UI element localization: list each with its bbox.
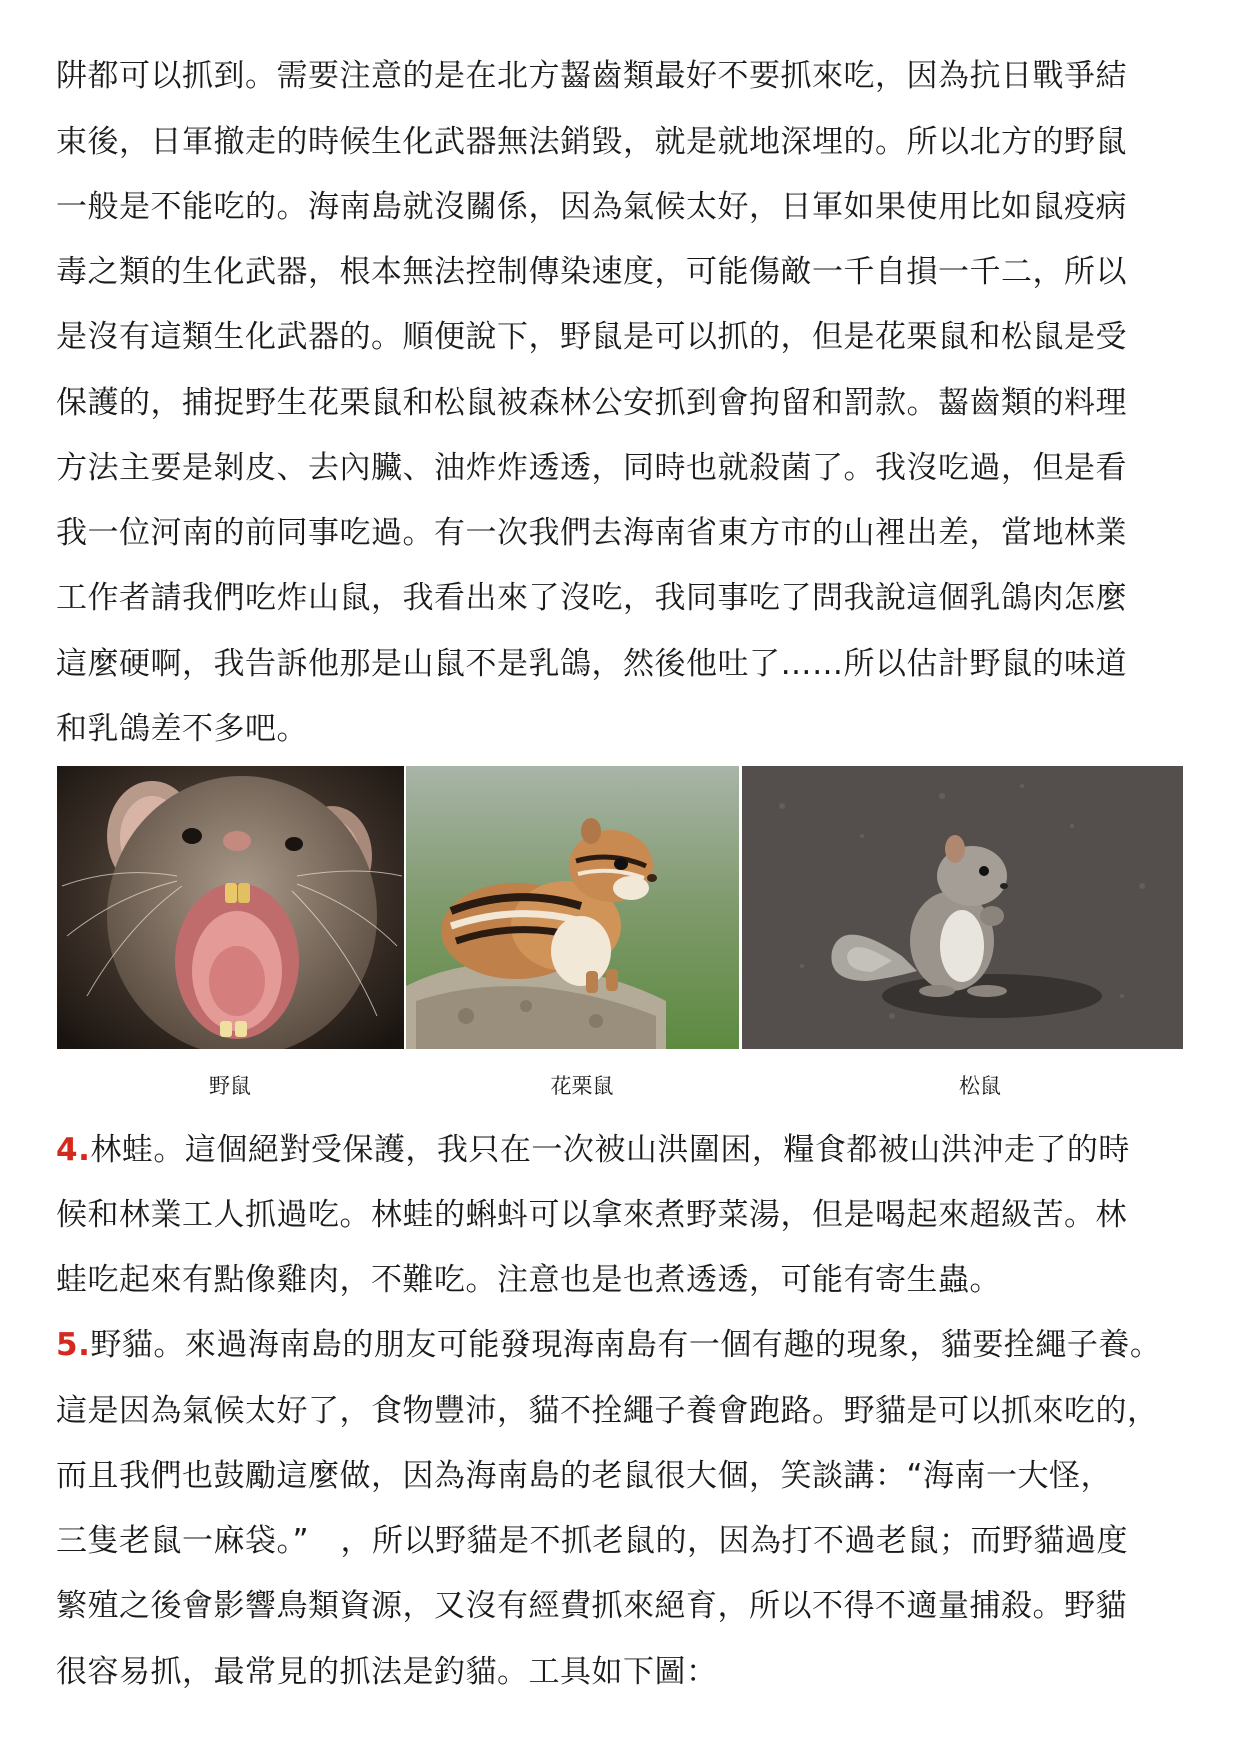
section-4-line: 蛙吃起來有點像雞肉，不難吃。注意也是也煮透透，可能有寄生蟲。 [56, 1262, 1001, 1298]
figure-caption: 松鼠 [959, 1074, 1001, 1098]
paragraph-line: 方法主要是剝皮、去內臟、油炸炸透透，同時也就殺菌了。我沒吃過，但是看 [56, 450, 1127, 486]
paragraph-line: 和乳鴿差不多吧。 [56, 711, 308, 747]
section-text: 林蛙。這個絕對受保護，我只在一次被山洪圍困，糧食都被山洪沖走了的時 [90, 1132, 1130, 1168]
section-number: 5. [56, 1327, 91, 1363]
section-5-line: 而且我們也鼓勵這麼做，因為海南島的老鼠很大個，笑談講：“海南一大怪， [56, 1458, 1113, 1494]
paragraph-line: 束後，日軍撤走的時候生化武器無法銷毀，就是就地深埋的。所以北方的野鼠 [56, 124, 1127, 160]
paragraph-line: 我一位河南的前同事吃過。有一次我們去海南省東方市的山裡出差，當地林業 [56, 515, 1127, 551]
section-4-line: 候和林業工人抓過吃。林蛙的蝌蚪可以拿來煮野菜湯，但是喝起來超級苦。林 [56, 1197, 1127, 1233]
paragraph-line: 保護的，捕捉野生花栗鼠和松鼠被森林公安抓到會拘留和罰款。齧齒類的料理 [56, 385, 1127, 421]
figure-caption: 花栗鼠 [550, 1074, 614, 1098]
section-5-line: 繁殖之後會影響鳥類資源，又沒有經費抓來絕育，所以不得不適量捕殺。野貓 [56, 1588, 1127, 1624]
paragraph-line: 阱都可以抓到。需要注意的是在北方齧齒類最好不要抓來吃，因為抗日戰爭結 [56, 58, 1127, 94]
section-4-line [56, 1130, 1130, 1170]
section-text: 野貓。來過海南島的朋友可能發現海南島有一個有趣的現象，貓要拴繩子養。 [90, 1327, 1162, 1363]
figure-caption: 野鼠 [209, 1074, 251, 1098]
paragraph-line: 一般是不能吃的。海南島就沒關係，因為氣候太好，日軍如果使用比如鼠疫病 [56, 189, 1127, 225]
squirrel-photo [742, 766, 1183, 1049]
paragraph-line: 這麼硬啊，我告訴他那是山鼠不是乳鴿，然後他吐了……所以估計野鼠的味道 [56, 646, 1127, 682]
section-number: 4. [56, 1132, 91, 1168]
section-5-line: 很容易抓，最常見的抓法是釣貓。工具如下圖： [56, 1654, 718, 1690]
paragraph-line: 毒之類的生化武器，根本無法控制傳染速度，可能傷敵一千自損一千二，所以 [56, 254, 1127, 290]
paragraph-line: 工作者請我們吃炸山鼠，我看出來了沒吃，我同事吃了問我說這個乳鴿肉怎麼 [56, 580, 1127, 616]
paragraph-line: 是沒有這類生化武器的。順便說下，野鼠是可以抓的，但是花栗鼠和松鼠是受 [56, 319, 1127, 355]
section-5-line [56, 1325, 1161, 1365]
rat-photo [57, 766, 404, 1049]
chipmunk-photo [406, 766, 739, 1049]
section-5-line: 這是因為氣候太好了，食物豐沛，貓不拴繩子養會跑路。野貓是可以抓來吃的， [56, 1393, 1159, 1429]
section-5-line: 三隻老鼠一麻袋。” ，所以野貓是不抓老鼠的，因為打不過老鼠；而野貓過度 [56, 1523, 1129, 1559]
